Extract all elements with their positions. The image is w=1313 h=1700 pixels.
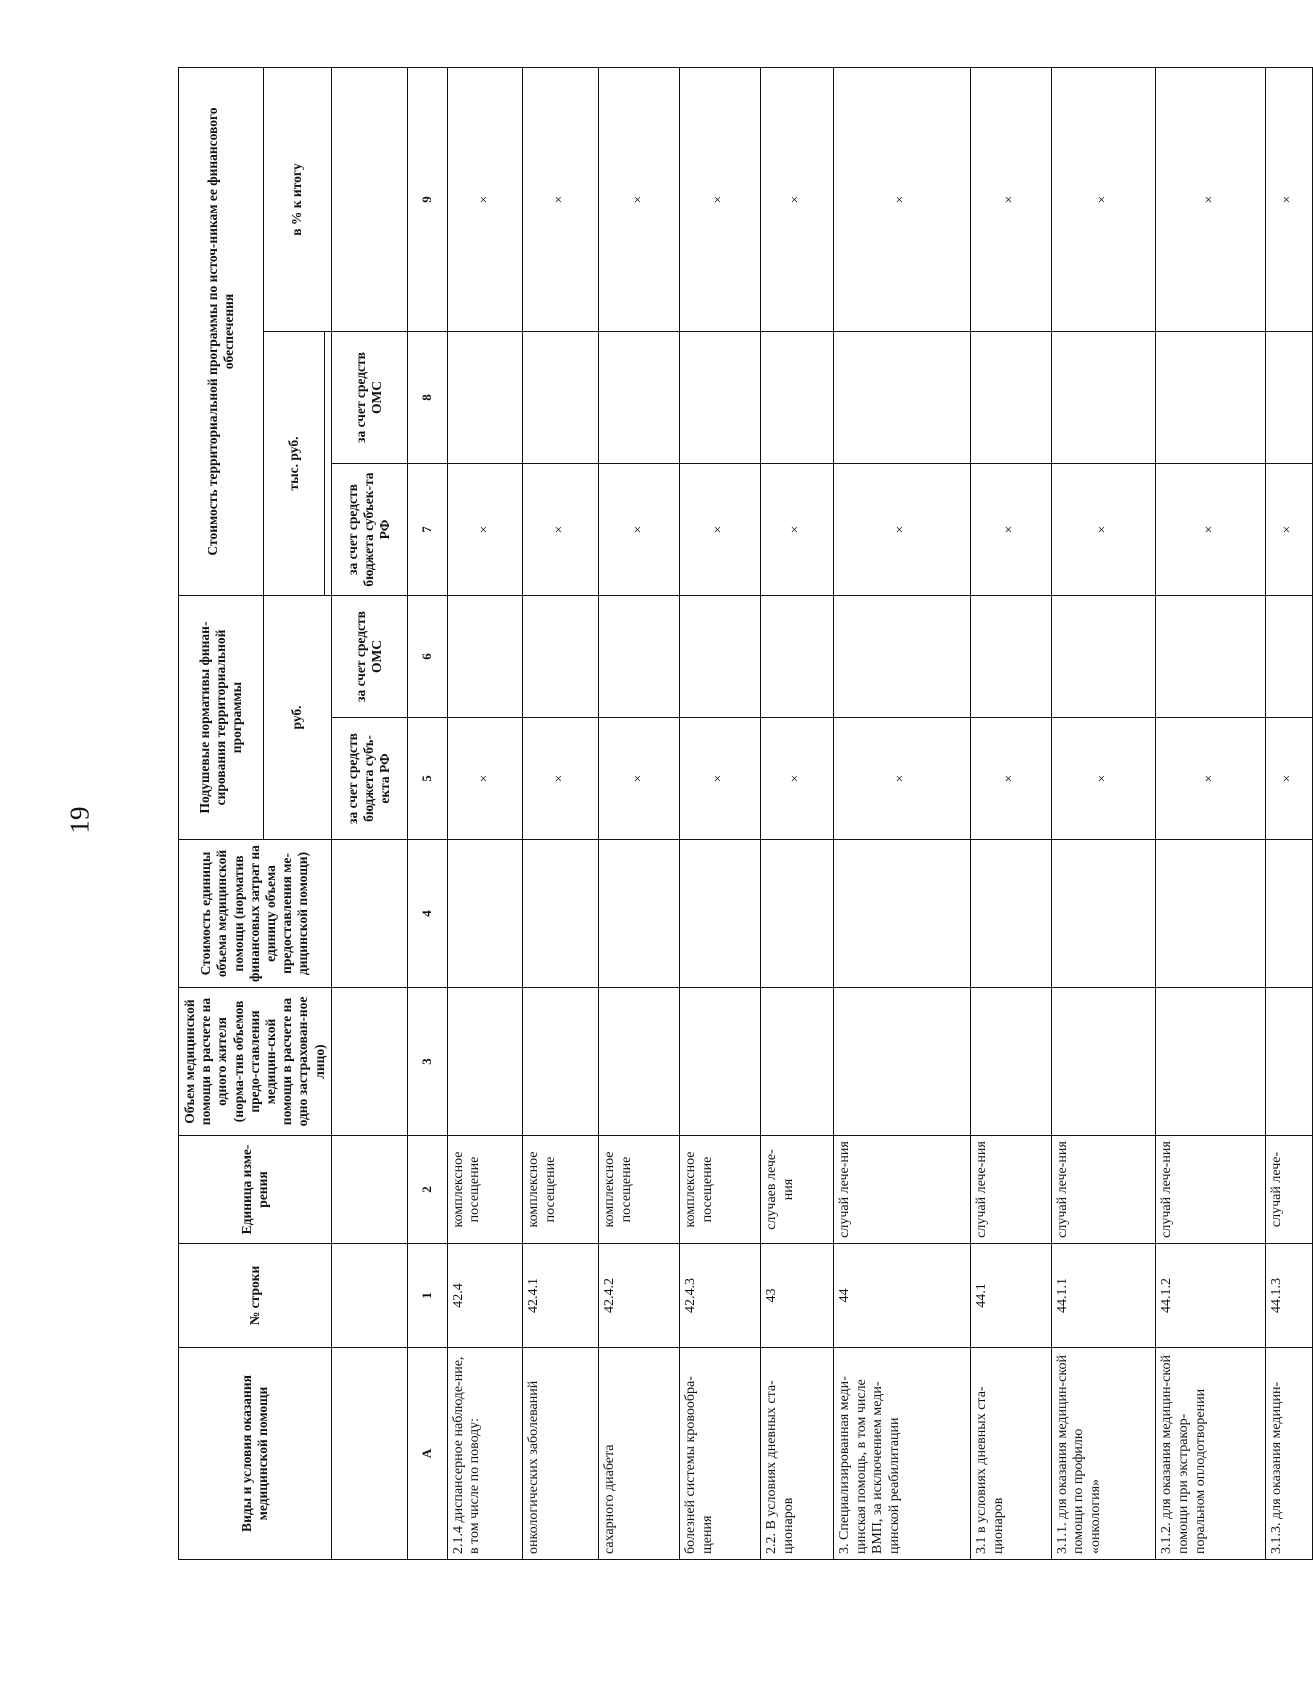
row-name: 2.2. В условиях дневных ста-ционаров xyxy=(760,1348,833,1560)
header-oms-rub: за счет средств ОМС xyxy=(331,596,407,718)
row-number: 44.1.3 xyxy=(1265,1244,1312,1348)
row-oms-rub xyxy=(1265,596,1312,718)
row-number: 42.4 xyxy=(447,1244,523,1348)
row-number: 42.4.3 xyxy=(679,1244,760,1348)
header-spacer xyxy=(324,332,331,596)
row-oms-rub xyxy=(760,596,833,718)
row-budget-trub: × xyxy=(1265,464,1312,596)
row-volume xyxy=(523,988,599,1136)
row-oms-trub xyxy=(679,332,760,464)
row-unit-cost xyxy=(679,840,760,988)
colnum-2: 2 xyxy=(407,1136,447,1244)
row-percent: × xyxy=(1156,68,1266,332)
row-unit-cost xyxy=(1265,840,1312,988)
header-per-capita-norms: Подушевые нормативы финан-сирования территориальной программы xyxy=(179,596,264,840)
header-blank-9 xyxy=(331,68,407,332)
row-budget-trub: × xyxy=(760,464,833,596)
row-unit: случай лече-ния xyxy=(1156,1136,1266,1244)
row-volume xyxy=(599,988,680,1136)
row-oms-trub xyxy=(1265,332,1312,464)
row-oms-rub xyxy=(679,596,760,718)
header-oms-trub: за счет средств ОМС xyxy=(331,332,407,464)
row-number: 44.1.2 xyxy=(1156,1244,1266,1348)
row-oms-trub xyxy=(1051,332,1155,464)
table-row xyxy=(1051,68,1155,1560)
row-unit-cost xyxy=(1051,840,1155,988)
row-volume xyxy=(1051,988,1155,1136)
row-oms-trub xyxy=(1156,332,1266,464)
row-unit-cost xyxy=(970,840,1051,988)
row-unit-cost xyxy=(760,840,833,988)
row-oms-trub xyxy=(970,332,1051,464)
row-unit: случаев лече-ния xyxy=(760,1136,833,1244)
table-row xyxy=(760,68,833,1560)
row-percent: × xyxy=(833,68,970,332)
row-name: 3.1 в условиях дневных ста-ционаров xyxy=(970,1348,1051,1560)
row-budget-rub: × xyxy=(599,718,680,840)
row-name: 2.1.4 диспансерное наблюде-ние, в том числе по поводу: xyxy=(447,1348,523,1560)
colnum-9: 9 xyxy=(407,68,447,332)
row-name: 3. Специализированная меди-цинская помощь, в том числе ВМП, за исключением меди-цинской реабилитации xyxy=(833,1348,970,1560)
colnum-1: 1 xyxy=(407,1244,447,1348)
row-unit-cost xyxy=(447,840,523,988)
header-percent-of-total: в % к итогу xyxy=(264,68,332,332)
row-budget-rub: × xyxy=(1051,718,1155,840)
header-types: Виды и условия оказания медицинской помощи xyxy=(179,1348,332,1560)
row-oms-trub xyxy=(599,332,680,464)
row-oms-trub xyxy=(447,332,523,464)
row-percent: × xyxy=(1265,68,1312,332)
row-name: онкологических заболеваний xyxy=(523,1348,599,1560)
row-volume xyxy=(970,988,1051,1136)
row-name: 3.1.1. для оказания медицин-ской помощи по профилю «онкология» xyxy=(1051,1348,1155,1560)
table-row xyxy=(833,68,970,1560)
header-blank-2 xyxy=(331,1136,407,1244)
row-percent: × xyxy=(447,68,523,332)
header-unit-rub: руб. xyxy=(264,596,332,840)
table-row xyxy=(523,68,599,1560)
row-percent: × xyxy=(523,68,599,332)
row-volume xyxy=(1156,988,1266,1136)
row-percent: × xyxy=(1051,68,1155,332)
header-blank-a xyxy=(331,1348,407,1560)
row-budget-trub: × xyxy=(1051,464,1155,596)
row-volume xyxy=(1265,988,1312,1136)
row-oms-rub xyxy=(970,596,1051,718)
financing-table xyxy=(178,67,1313,1560)
row-budget-rub: × xyxy=(970,718,1051,840)
row-budget-trub: × xyxy=(970,464,1051,596)
table-row xyxy=(599,68,680,1560)
row-unit: случай лече- xyxy=(1265,1136,1312,1244)
row-unit: комплексное посещение xyxy=(599,1136,680,1244)
row-name: сахарного диабета xyxy=(599,1348,680,1560)
row-budget-trub: × xyxy=(523,464,599,596)
row-oms-rub xyxy=(1156,596,1266,718)
row-budget-trub: × xyxy=(833,464,970,596)
row-oms-rub xyxy=(447,596,523,718)
header-volume: Объем медицинской помощи в расчете на одного жителя (норма-тив объемов предо-ставления медицин-ской помощи в расчете на одно застрахован-ное лицо) xyxy=(179,988,332,1136)
row-unit-cost xyxy=(1156,840,1266,988)
row-number: 42.4.2 xyxy=(599,1244,680,1348)
row-oms-trub xyxy=(760,332,833,464)
row-unit: случай лече-ния xyxy=(833,1136,970,1244)
row-budget-rub: × xyxy=(1156,718,1266,840)
header-program-cost: Стоимость территориальной программы по источ-никам ее финансового обеспечения xyxy=(179,68,264,596)
header-unit: Единица изме-рения xyxy=(179,1136,332,1244)
table-row xyxy=(1265,68,1312,1560)
row-name: болезней системы кровообра-щения xyxy=(679,1348,760,1560)
row-unit-cost xyxy=(833,840,970,988)
page-number: 19 xyxy=(64,806,95,834)
row-unit: случай лече-ния xyxy=(1051,1136,1155,1244)
row-name: 3.1.3. для оказания медицин- xyxy=(1265,1348,1312,1560)
row-oms-trub xyxy=(523,332,599,464)
row-percent: × xyxy=(679,68,760,332)
row-number: 42.4.1 xyxy=(523,1244,599,1348)
row-volume xyxy=(447,988,523,1136)
row-volume xyxy=(760,988,833,1136)
row-unit-cost xyxy=(599,840,680,988)
row-unit: случай лече-ния xyxy=(970,1136,1051,1244)
row-percent: × xyxy=(970,68,1051,332)
table-row xyxy=(1156,68,1266,1560)
header-row-number: № строки xyxy=(179,1244,332,1348)
row-volume xyxy=(679,988,760,1136)
colnum-6: 6 xyxy=(407,596,447,718)
row-number: 44.1 xyxy=(970,1244,1051,1348)
row-number: 44 xyxy=(833,1244,970,1348)
header-blank-3 xyxy=(331,988,407,1136)
colnum-4: 4 xyxy=(407,840,447,988)
table-row xyxy=(447,68,523,1560)
row-percent: × xyxy=(760,68,833,332)
row-oms-rub xyxy=(833,596,970,718)
row-budget-trub: × xyxy=(679,464,760,596)
row-percent: × xyxy=(599,68,680,332)
row-unit-cost xyxy=(523,840,599,988)
row-oms-trub xyxy=(833,332,970,464)
header-budget-rub: за счет средств бюджета субъ-екта РФ xyxy=(331,718,407,840)
header-blank-1 xyxy=(331,1244,407,1348)
colnum-a: А xyxy=(407,1348,447,1560)
colnum-8: 8 xyxy=(407,332,447,464)
column-number-row xyxy=(407,68,447,1560)
header-budget-trub: за счет средств бюджета субъек-та РФ xyxy=(331,464,407,596)
row-budget-rub: × xyxy=(523,718,599,840)
row-budget-rub: × xyxy=(760,718,833,840)
row-budget-rub: × xyxy=(833,718,970,840)
row-volume xyxy=(833,988,970,1136)
table-row xyxy=(679,68,760,1560)
row-unit: комплексное посещение xyxy=(447,1136,523,1244)
row-name: 3.1.2. для оказания медицин-ской помощи при экстракор-поральном оплодотворении xyxy=(1156,1348,1266,1560)
row-budget-rub: × xyxy=(1265,718,1312,840)
row-budget-rub: × xyxy=(679,718,760,840)
colnum-7: 7 xyxy=(407,464,447,596)
row-budget-rub: × xyxy=(447,718,523,840)
table-row xyxy=(970,68,1051,1560)
row-budget-trub: × xyxy=(1156,464,1266,596)
row-unit: комплексное посещение xyxy=(679,1136,760,1244)
row-number: 43 xyxy=(760,1244,833,1348)
row-oms-rub xyxy=(1051,596,1155,718)
row-budget-trub: × xyxy=(599,464,680,596)
row-number: 44.1.1 xyxy=(1051,1244,1155,1348)
row-oms-rub xyxy=(599,596,680,718)
colnum-3: 3 xyxy=(407,988,447,1136)
header-blank-4 xyxy=(331,840,407,988)
colnum-5: 5 xyxy=(407,718,447,840)
row-unit: комплексное посещение xyxy=(523,1136,599,1244)
row-budget-trub: × xyxy=(447,464,523,596)
header-unit-cost: Стоимость единицы объема медицинской помощи (норматив финансовых затрат на единицу объема предоставления ме-дицинской помощи) xyxy=(179,840,332,988)
row-oms-rub xyxy=(523,596,599,718)
header-unit-thousand-rub: тыс. руб. xyxy=(264,332,325,596)
rotated-table-wrapper xyxy=(178,68,1296,1560)
